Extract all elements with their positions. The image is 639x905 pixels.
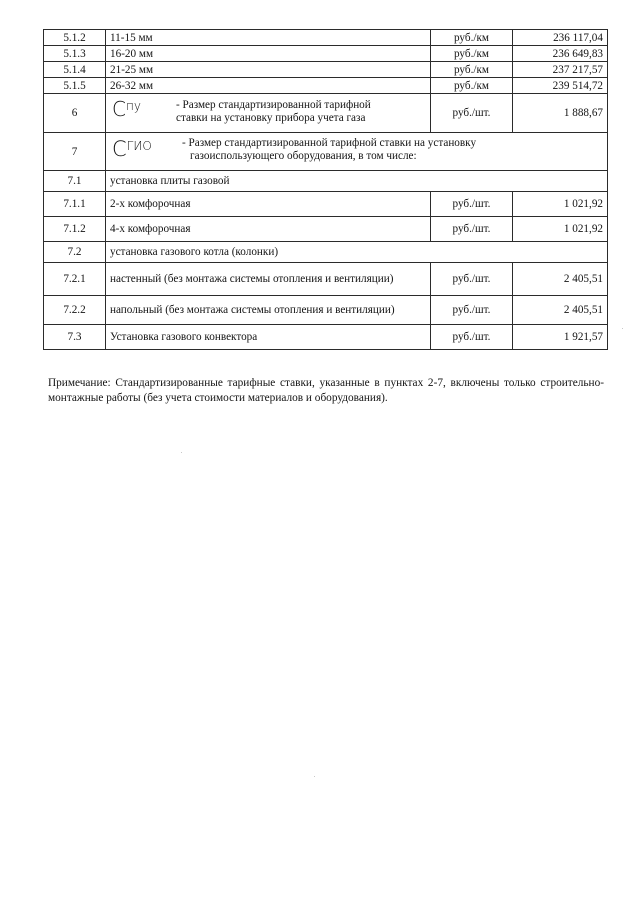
row-value: 1 021,92 [513, 217, 608, 242]
row-unit: руб./км [431, 46, 513, 62]
table-row [44, 30, 608, 46]
row-number: 5.1.5 [44, 78, 106, 94]
description-line: газоиспользующего оборудования, в том числе: [190, 149, 417, 162]
row-number: 7.1 [44, 171, 106, 192]
row-description [106, 133, 608, 171]
table-row [44, 325, 608, 350]
table-row [44, 263, 608, 296]
tariff-symbol: $С^{пу}$ [112, 97, 141, 121]
scan-speck [181, 452, 182, 453]
row-unit: руб./шт. [431, 263, 513, 296]
scan-speck [314, 776, 315, 777]
row-name: 4-х комфорочная [106, 217, 431, 242]
row-number: 7.3 [44, 325, 106, 350]
row-description [106, 94, 431, 133]
row-value: 239 514,72 [513, 78, 608, 94]
tariff-description [182, 137, 599, 163]
description-line: - Размер стандартизированной тарифной ставки на установку [182, 136, 477, 149]
row-number: 5.1.4 [44, 62, 106, 78]
row-name: 2-х комфорочная [106, 192, 431, 217]
row-unit: руб./шт. [431, 192, 513, 217]
row-number: 7.1.1 [44, 192, 106, 217]
row-number: 7.2.2 [44, 296, 106, 325]
row-name: 26-32 мм [106, 78, 431, 94]
table-row-item-7 [44, 133, 608, 171]
row-value: 237 217,57 [513, 62, 608, 78]
row-number: 6 [44, 94, 106, 133]
row-number: 7.1.2 [44, 217, 106, 242]
row-name: Установка газового конвектора [106, 325, 431, 350]
row-name: 21-25 мм [106, 62, 431, 78]
row-value: 1 921,57 [513, 325, 608, 350]
tariff-symbol-superscript: пу [125, 99, 141, 113]
table-row [44, 242, 608, 263]
row-unit: руб./км [431, 62, 513, 78]
row-unit: руб./шт. [431, 217, 513, 242]
row-name: установка газового котла (колонки) [106, 242, 608, 263]
table-row [44, 78, 608, 94]
table-row [44, 192, 608, 217]
row-number: 5.1.2 [44, 30, 106, 46]
tariff-symbol-superscript: ГИО [126, 138, 152, 153]
tariff-symbol: $С^{ГИО}$ [112, 136, 152, 161]
row-name: 16-20 мм [106, 46, 431, 62]
row-value: 2 405,51 [513, 296, 608, 325]
description-line: ставки на установку прибора учета газа [176, 112, 366, 124]
row-number: 7 [44, 133, 106, 171]
row-unit: руб./шт. [431, 94, 513, 133]
table-row [44, 171, 608, 192]
row-unit: руб./км [431, 78, 513, 94]
tariff-description [176, 99, 422, 125]
scan-speck [622, 328, 623, 329]
row-name: 11-15 мм [106, 30, 431, 46]
row-value: 236 649,83 [513, 46, 608, 62]
description-line: - Размер стандартизированной тарифной [176, 99, 371, 111]
row-name: напольный (без монтажа системы отопления и вентиляции) [106, 296, 431, 325]
table-row [44, 62, 608, 78]
row-number: 7.2 [44, 242, 106, 263]
row-value: 1 021,92 [513, 192, 608, 217]
row-name: настенный (без монтажа системы отопления и вентиляции) [106, 263, 431, 296]
tariff-symbol-block [110, 96, 426, 130]
row-value: 1 888,67 [513, 94, 608, 133]
row-unit: руб./шт. [431, 325, 513, 350]
table-row [44, 217, 608, 242]
row-value: 236 117,04 [513, 30, 608, 46]
table-row-item-6 [44, 94, 608, 133]
row-number: 5.1.3 [44, 46, 106, 62]
row-number: 7.2.1 [44, 263, 106, 296]
footnote: Примечание: Стандартизированные тарифные ставки, указанные в пунктах 2-7, включены только строительно-монтажные работы (без учета стоимости материалов и оборудования). [48, 377, 604, 404]
tariff-table [43, 29, 608, 350]
table-row [44, 46, 608, 62]
row-unit: руб./км [431, 30, 513, 46]
row-unit: руб./шт. [431, 296, 513, 325]
tariff-symbol-block [110, 135, 603, 169]
row-name: установка плиты газовой [106, 171, 608, 192]
row-value: 2 405,51 [513, 263, 608, 296]
table-row [44, 296, 608, 325]
